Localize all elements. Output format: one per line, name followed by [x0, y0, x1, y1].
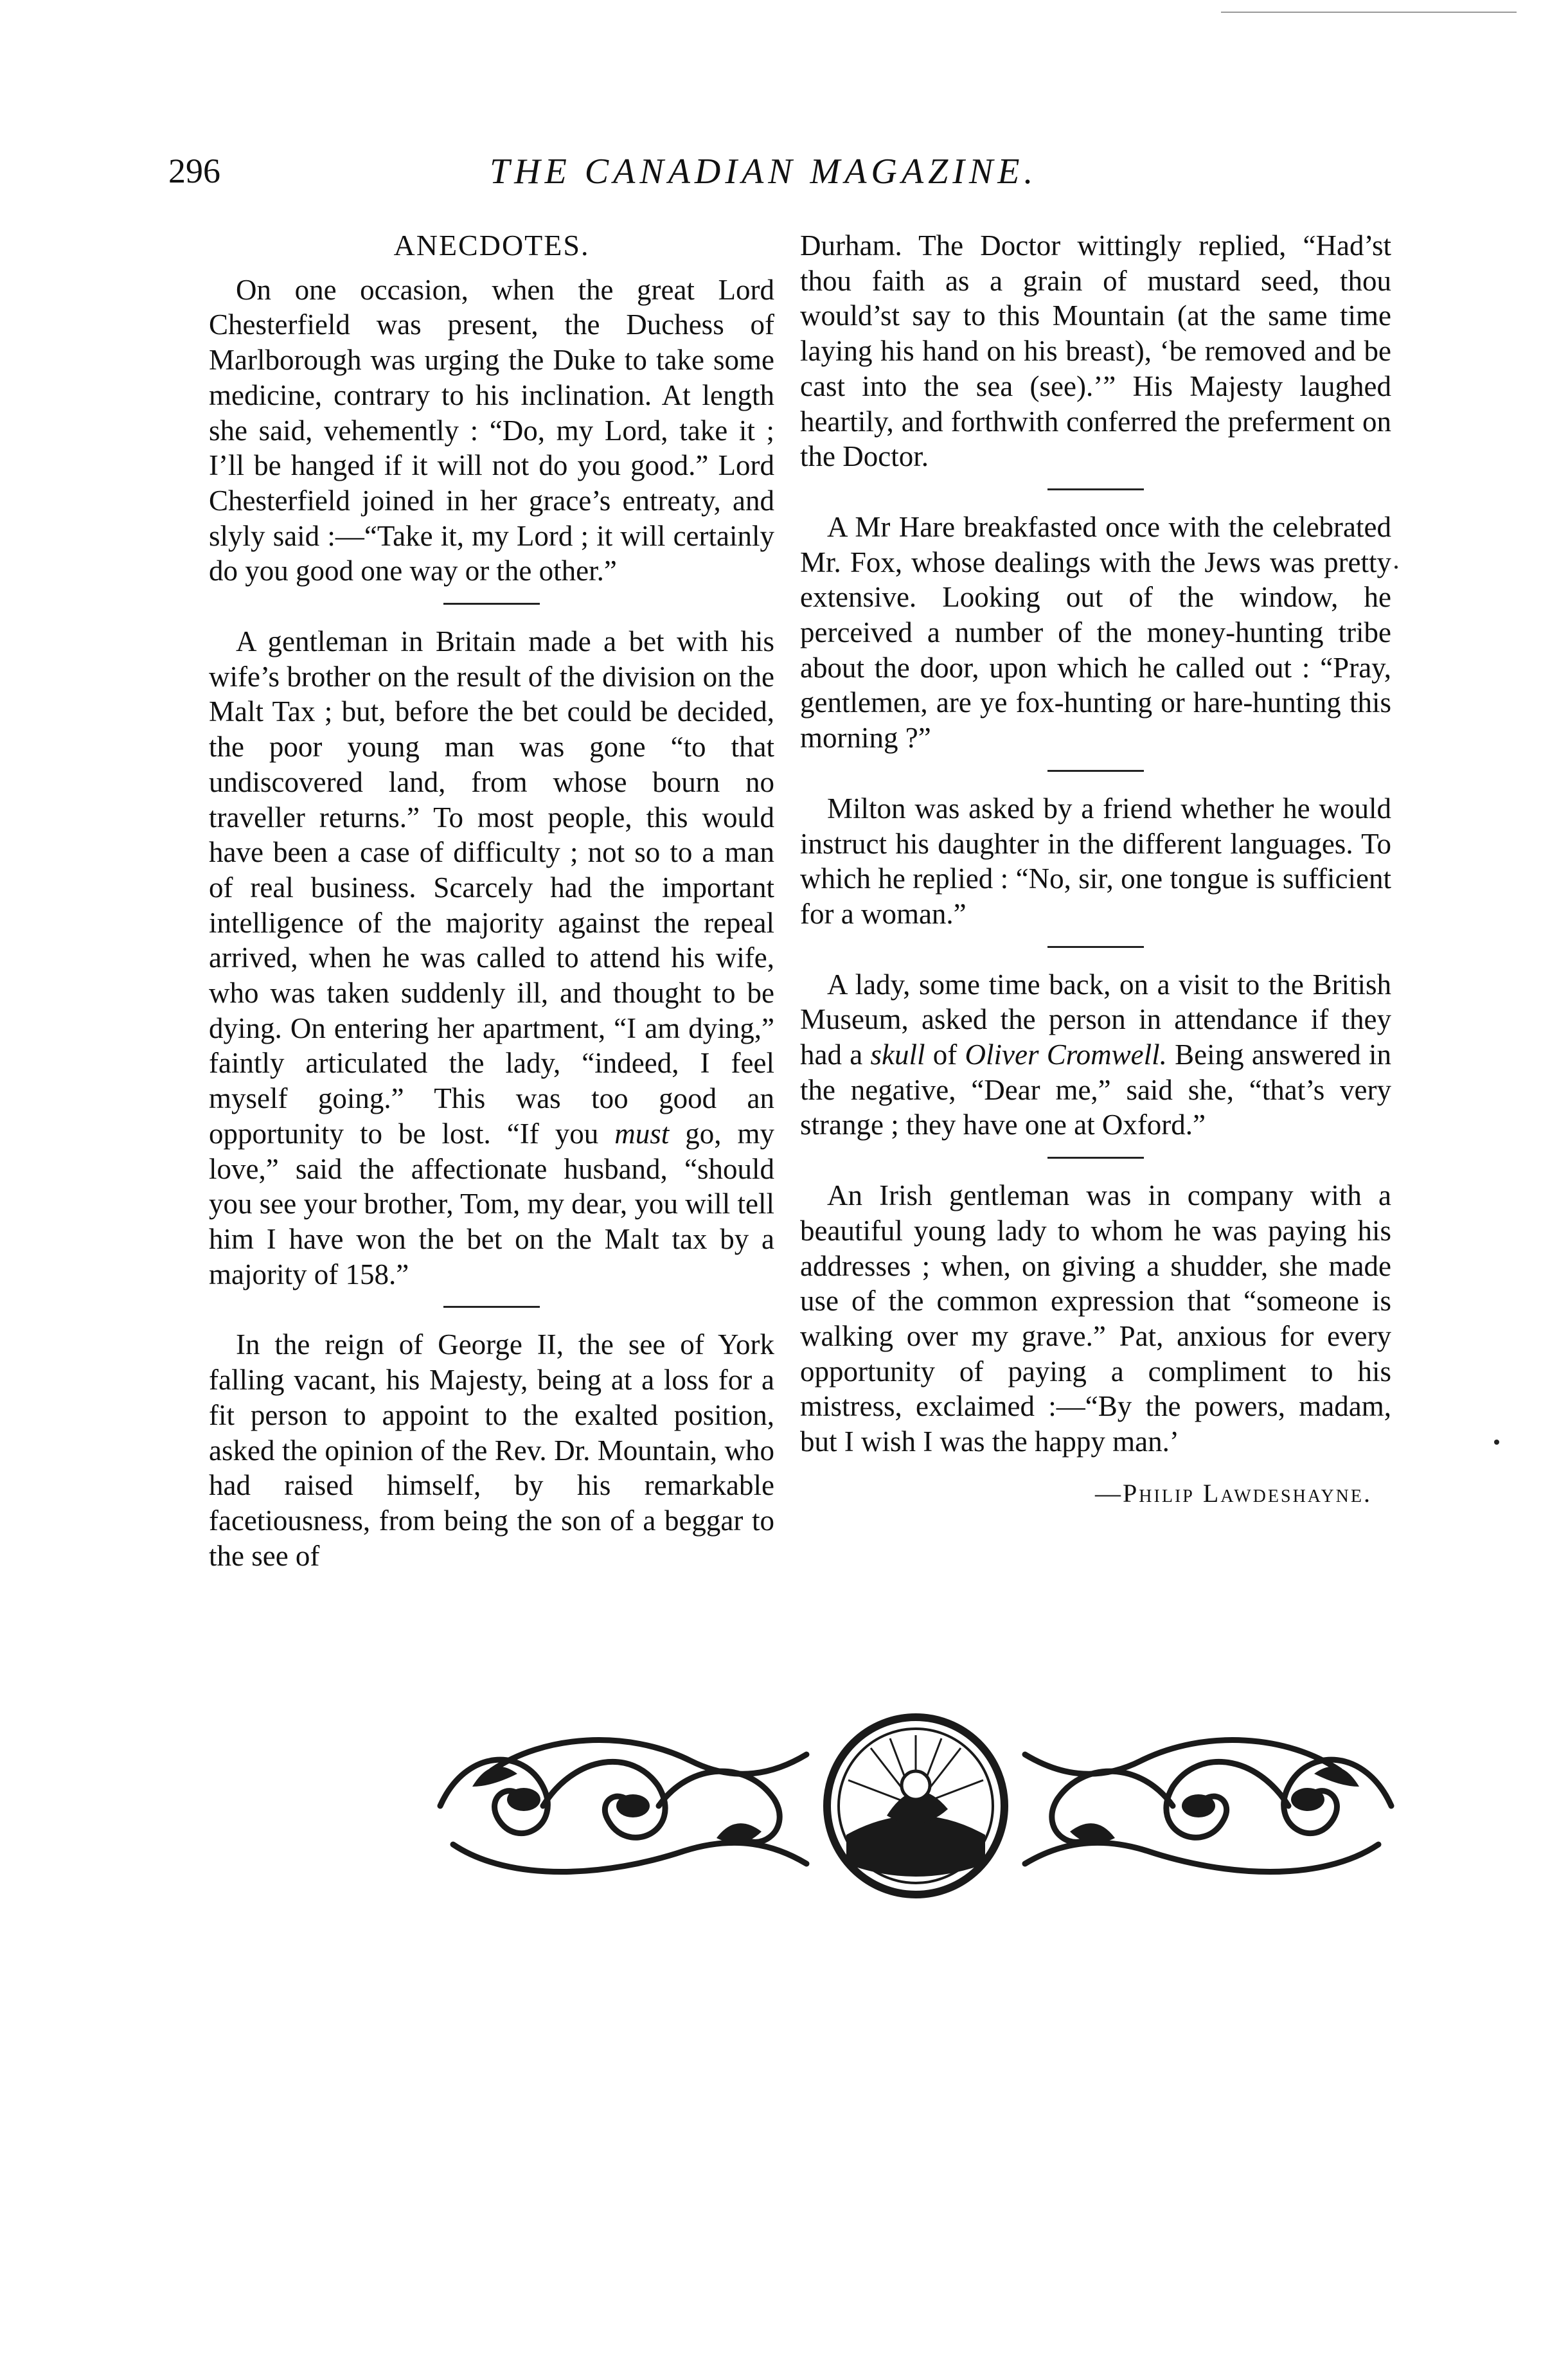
anecdote-divider — [1047, 1157, 1144, 1159]
emphasis-oliver-cromwell: Oliver Cromwell. — [965, 1039, 1167, 1071]
anecdote-irish-gentleman: An Irish gentleman was in company with a beautiful young lady to whom he was paying his addresses ; when, on giving a shudder, she made use of the common expression that “someone is walking over my grave.” Pat, anxious for every opportunity of paying a compliment to his mistress, exclaimed :—“By the powers, madam, but I wish I was the happy man.’ — [800, 1179, 1391, 1458]
anecdote-hare-fox: A Mr Hare breakfasted once with the celebrated Mr. Fox, whose dealings with the Jews was pretty extensive. Looking out of the window, he perceived a number of the money-hunting tribe about the door, upon which he called out : “Pray, gentlemen, are ye fox-hunting or hare-hunting this morning ?” — [800, 510, 1391, 754]
emphasis-skull: skull — [870, 1039, 925, 1071]
cromwell-of: of — [932, 1039, 958, 1071]
anecdote-malt-tax-text: A gentleman in Britain made a bet with his wife’s brother on the result of the division on the Malt Tax ; but, before the bet could be decided, the poor young man was gone “to that undiscovered land, from whose bourn no traveller returns.” To most people, this would have been a case of difficulty ; not so to a man of real business. Scarcely had the important intelligence of the majority against the repeal arrived, when he was called to attend his wife, who was taken suddenly ill, and thought to be dying. On entering her apartment, “I am dying,” faintly articulated the lady, “indeed, I feel myself going.” This was too good an opportunity to be lost. “If you — [209, 625, 774, 1150]
anecdote-cromwell-skull — [800, 967, 1391, 1143]
anecdote-mountain: In the reign of George II, the see of York falling vacant, his Majesty, being at a loss for a fit person to appoint to the exalted position, asked the opinion of the Rev. Dr. Mountain, who had raised himself, by his remarkable facetiousness, from being the son of a beggar to the see of — [209, 1328, 774, 1572]
running-title: THE CANADIAN MAGAZINE. — [490, 152, 1038, 192]
page-header — [168, 151, 1409, 202]
left-column — [209, 228, 774, 1573]
anecdote-divider — [1047, 770, 1144, 772]
anecdote-divider — [1047, 488, 1144, 490]
top-edge-rule — [1221, 12, 1517, 13]
page-number: 296 — [168, 152, 220, 190]
ink-speck — [1494, 1440, 1499, 1445]
anecdote-malt-tax-end: go, my love,” said the affectionate husband, “should you see your brother, Tom, my dear, you will tell him I have won the bet on the Malt tax by a majority of 158.” — [209, 1117, 775, 1290]
anecdote-divider — [1047, 946, 1144, 948]
anecdote-chesterfield: On one occasion, when the great Lord Chesterfield was present, the Duchess of Marlborough was urging the Duke to take some medicine, contrary to his inclination. At length she said, vehemently : “Do, my Lord, take it ; I’ll be hanged if it will not do you good.” Lord Chesterfield joined in her grace’s entreaty, and slyly said :—“Take it, my Lord ; it will certainly do you good one way or the other.” — [209, 273, 774, 587]
right-column — [800, 228, 1391, 1512]
anecdote-divider — [443, 1306, 540, 1308]
anecdote-milton: Milton was asked by a friend whether he would instruct his daughter in the different languages. To which he replied : “No, sir, one tongue is sufficient for a woman.” — [800, 792, 1391, 930]
floral-tailpiece-ornament-icon — [414, 1709, 1417, 1902]
ink-speck — [1394, 566, 1398, 569]
anecdote-mountain-continued: Durham. The Doctor wittingly replied, “Had’st thou faith as a grain of mustard seed, thou would’st say to this Mountain (at the same time laying his hand on his breast), ‘be removed and be cast into the sea (see).’” His Majesty laughed heartily, and forthwith conferred the preferment on the Doctor. — [800, 229, 1391, 473]
section-title: ANECDOTES. — [393, 229, 590, 262]
anecdote-malt-tax — [209, 624, 774, 1292]
author-signature: —Philip Lawdeshayne. — [1095, 1478, 1372, 1508]
emphasis-must: must — [614, 1117, 670, 1150]
cromwell-text-b: Being answered in the negative, “Dear me,” said she, “that’s very strange ; they have one at Oxford.” — [800, 1039, 1392, 1141]
anecdote-divider — [443, 603, 540, 605]
cromwell-text-a: A lady, some time back, on a visit to the British Museum, asked the person in attendance if they had a — [800, 968, 1391, 1071]
